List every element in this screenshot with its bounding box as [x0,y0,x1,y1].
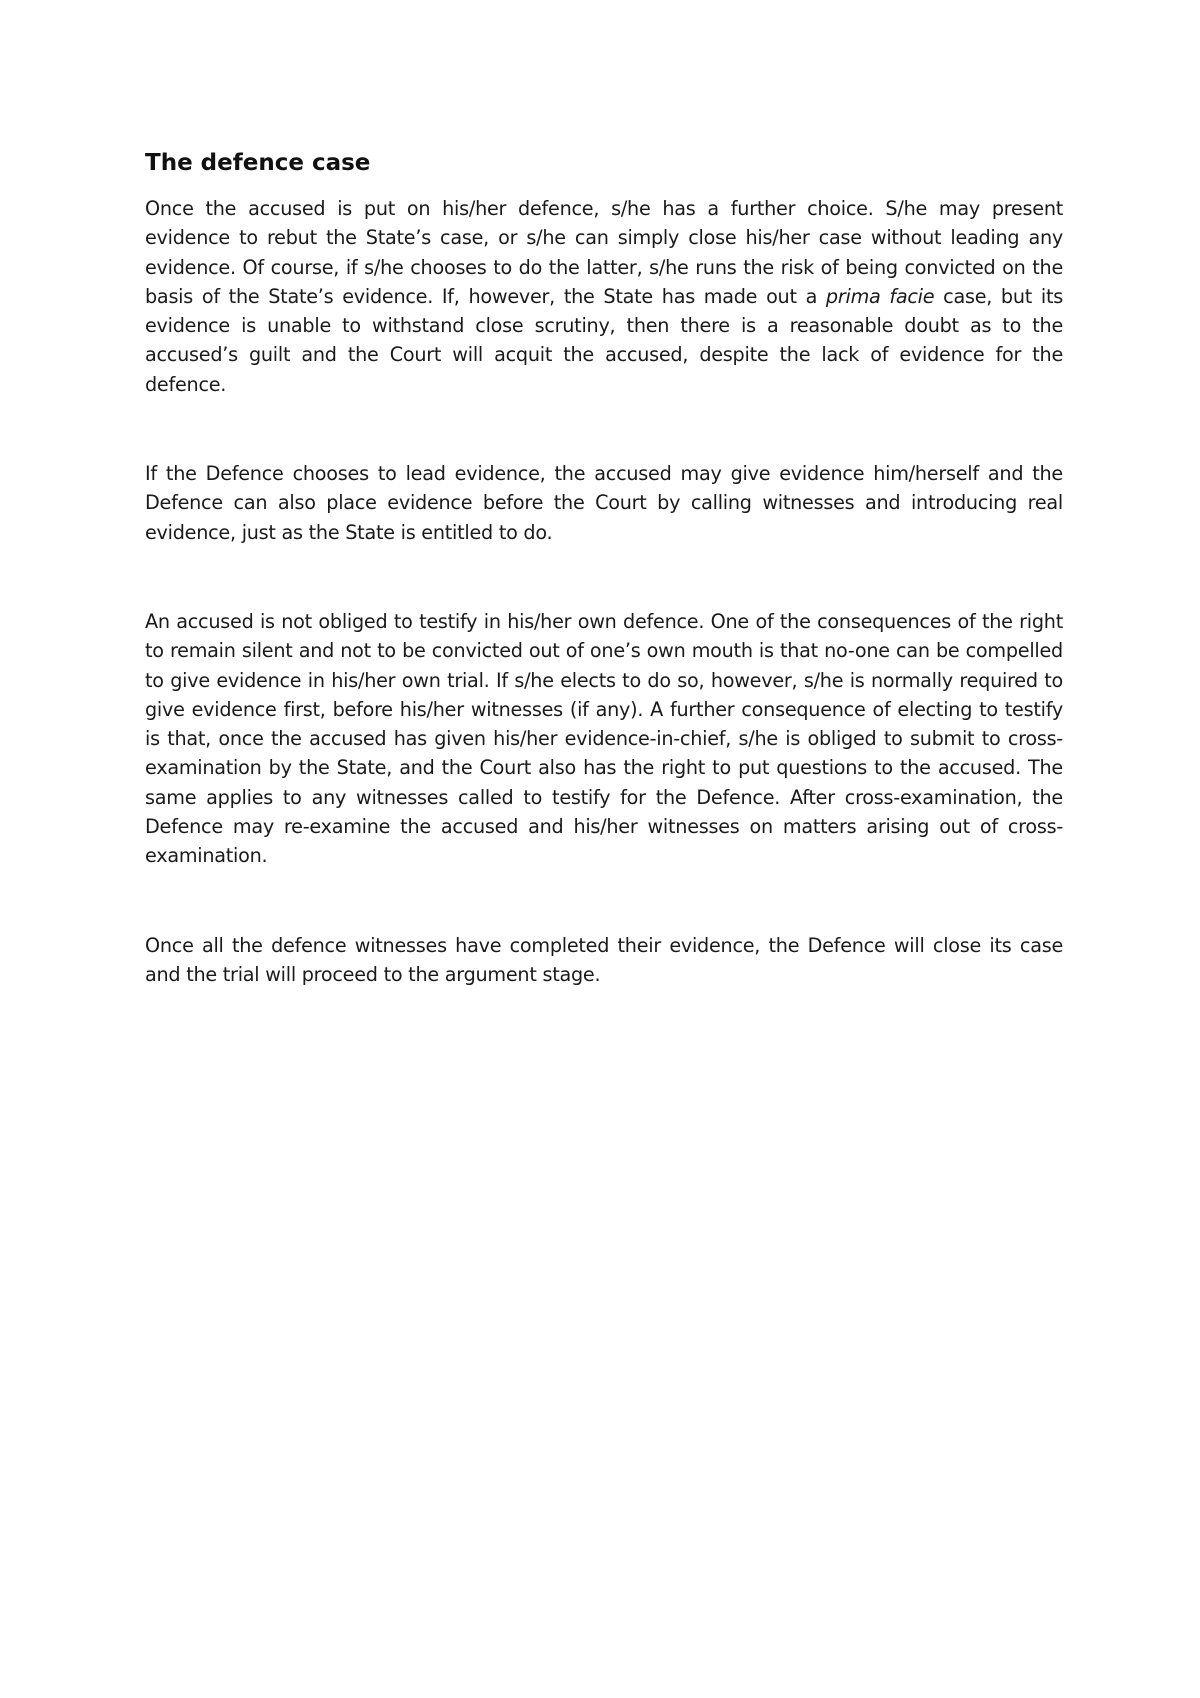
paragraph-1-text-before: Once the accused is put on his/her defence, s/he has a further choice. S/he may present evidence to rebut the State’s case, or s/he can simply close his/her case without leading any evidence. Of course, if s/he chooses to do the latter, s/he runs the risk of being convicted on the basis of the State’s evidence. If, however, the State has made out a [145,197,1063,308]
paragraph-1 [145,194,1063,399]
section-heading: The defence case [145,150,371,176]
paragraph-1-text-after: case, but its evidence is unable to withstand close scrutiny, then there is a reasonable doubt as to the accused’s guilt and the Court will acquit the accused, despite the lack of evidence for the defence. [145,284,1063,396]
paragraph-3: An accused is not obliged to testify in his/her own defence. One of the consequences of the right to remain silent and not to be convicted out of one’s own mouth is that no-one can be compelled to give evidence in his/her own trial. If s/he elects to do so, however, s/he is normally required to give evidence first, before his/her witnesses (if any). A further consequence of electing to testify is that, once the accused has given his/her evidence-in-chief, s/he is obliged to submit to cross-examination by the State, and the Court also has the right to put questions to the accused. The same applies to any witnesses called to testify for the Defence. After cross-examination, the Defence may re-examine the accused and his/her witnesses on matters arising out of cross-examination. [145,609,1063,868]
paragraph-2: If the Defence chooses to lead evidence, the accused may give evidence him/herself and the Defence can also place evidence before the Court by calling witnesses and introducing real evidence, just as the State is entitled to do. [145,462,1063,544]
paragraph-1-italic-term: prima facie [825,284,935,308]
paragraph-4: Once all the defence witnesses have completed their evidence, the Defence will close its case and the trial will proceed to the argument stage. [145,933,1063,986]
document-body [145,148,1063,989]
